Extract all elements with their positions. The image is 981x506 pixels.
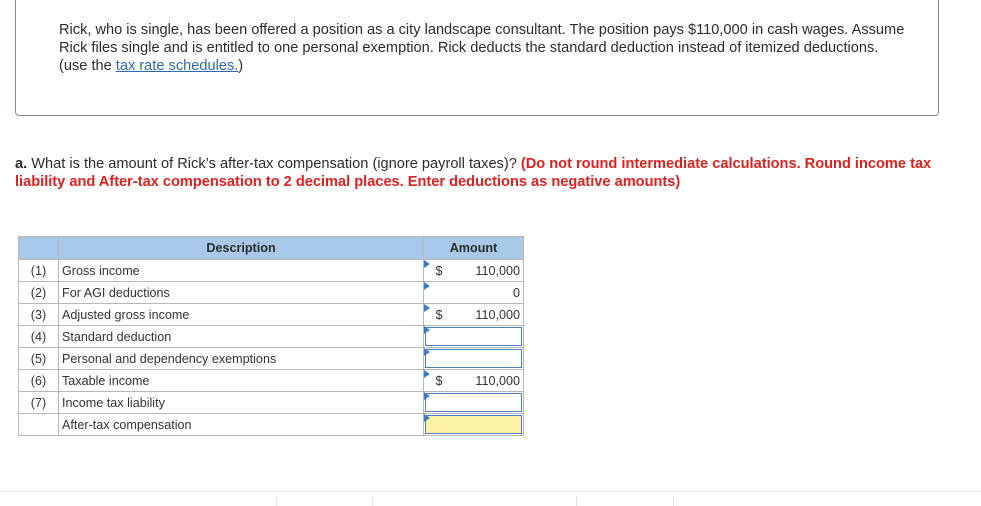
header-number (19, 237, 59, 260)
row-description: Gross income (59, 260, 424, 282)
row-amount-cell[interactable] (424, 392, 524, 414)
problem-text (59, 21, 909, 75)
row-description: Taxable income (59, 370, 424, 392)
row-description: After-tax compensation (59, 414, 424, 436)
amount-wrap (424, 414, 523, 435)
amount-value: 110,000 (475, 373, 520, 388)
dollar-sign: $ (435, 307, 443, 322)
row-amount-cell (424, 370, 524, 392)
cell-marker-icon (424, 304, 430, 312)
problem-statement-box (15, 0, 939, 116)
bottom-divider (0, 491, 981, 506)
cell-marker-icon (424, 414, 430, 422)
row-number: (3) (19, 304, 59, 326)
tax-computation-table (18, 236, 524, 436)
row-amount-cell[interactable] (424, 326, 524, 348)
question-instructions: (Do not round intermediate calculations. Round income tax liability and After-tax compensation to 2 decimal places. Enter deductions as negative amounts) (15, 156, 932, 190)
row-number: (5) (19, 348, 59, 370)
cell-marker-icon (424, 392, 430, 400)
table-row (19, 326, 524, 348)
problem-text-end: ) (238, 58, 244, 74)
dollar-sign: $ (435, 373, 443, 388)
row-amount-cell (424, 304, 524, 326)
problem-text-body: Rick, who is single, has been offered a position as a city landscape consultant. The position pays $110,000 in cash wages. Assume Rick files single and is entitled to one personal exemption. Rick deducts the standard deduction instead of itemized deductions. (use the (59, 22, 905, 74)
cell-marker-icon (424, 260, 430, 268)
cell-marker-icon (424, 370, 430, 378)
row-number: (6) (19, 370, 59, 392)
dollar-sign: $ (435, 263, 443, 278)
row-number: (2) (19, 282, 59, 304)
table-row (19, 304, 524, 326)
row-amount-cell[interactable] (424, 414, 524, 436)
table-row (19, 282, 524, 304)
row-amount-cell (424, 260, 524, 282)
table-row (19, 414, 524, 436)
row-description: Income tax liability (59, 392, 424, 414)
amount-value: 0 (512, 285, 520, 300)
tax-rate-schedules-link[interactable]: tax rate schedules. (115, 58, 239, 74)
table-body (19, 260, 524, 436)
amount-wrap (424, 260, 523, 281)
row-number: (1) (19, 260, 59, 282)
amount-wrap (424, 392, 523, 413)
row-description: Personal and dependency exemptions (59, 348, 424, 370)
row-description: Standard deduction (59, 326, 424, 348)
table-row (19, 392, 524, 414)
cell-marker-icon (424, 326, 430, 334)
row-amount-cell (424, 282, 524, 304)
question-label: a. (15, 156, 32, 172)
cell-marker-icon (424, 282, 430, 290)
row-description: For AGI deductions (59, 282, 424, 304)
amount-value: 110,000 (475, 307, 520, 322)
question-a (15, 155, 965, 191)
cell-marker-icon (424, 348, 430, 356)
row-number: (7) (19, 392, 59, 414)
table-row (19, 370, 524, 392)
table-header-row (19, 237, 524, 260)
row-description: Adjusted gross income (59, 304, 424, 326)
header-description: Description (59, 237, 424, 260)
row-amount-cell[interactable] (424, 348, 524, 370)
table-row (19, 348, 524, 370)
header-amount: Amount (424, 237, 524, 260)
amount-wrap (424, 304, 523, 325)
amount-wrap (424, 370, 523, 391)
row-number (19, 414, 59, 436)
table-row (19, 260, 524, 282)
amount-wrap (424, 326, 523, 347)
amount-value: 110,000 (475, 263, 520, 278)
amount-wrap (424, 348, 523, 369)
amount-wrap (424, 282, 523, 303)
row-number: (4) (19, 326, 59, 348)
question-text: What is the amount of Rick’s after-tax compensation (ignore payroll taxes)? (31, 156, 521, 172)
